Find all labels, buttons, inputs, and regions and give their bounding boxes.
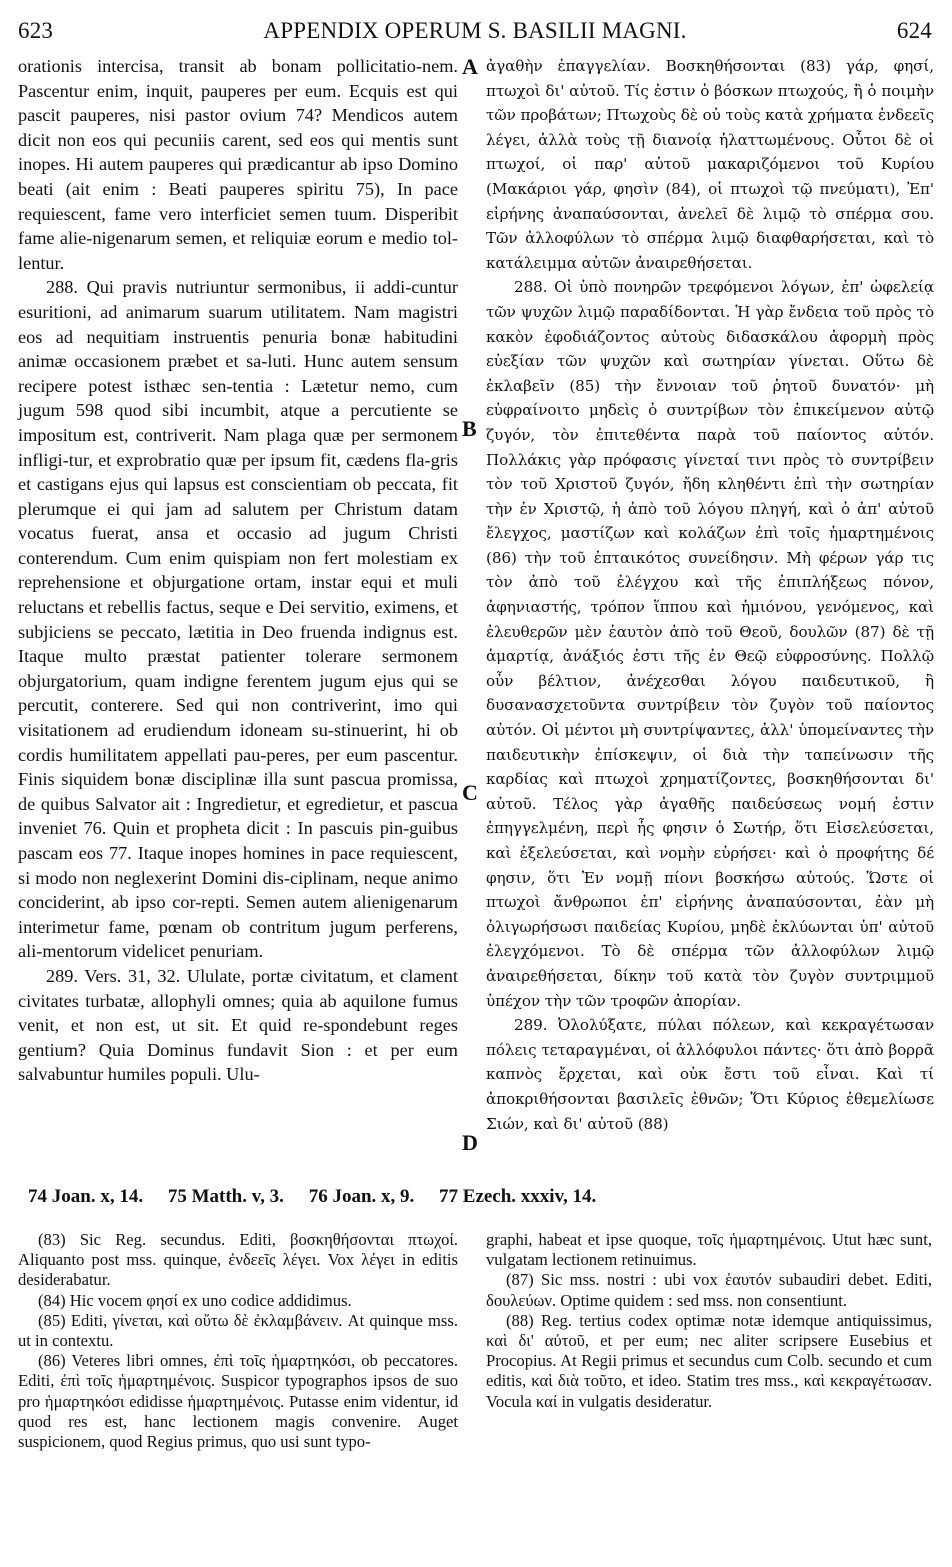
latin-paragraph: 288. Qui pravis nutriuntur sermonibus, ii addi-cuntur esuritioni, ad animarum suarum utilitatem. Nam magistri eos ad nequitiam instruentis penuria bonæ habitudini animæ occasionem præbet et sa-luti. Hunc autem sensum recipere potest isthæc sen-tentia : Lætetur nemo, cum jugum 598 quod sibi incumbit, atque a percutiente se impositum est, contriverit. Nam plaga quæ per sermonem infligi-tur, et exprobratio quæ per ipsum fit, cædens fla-gris et castigans ejus qui lapsus est conscientiam ob peccata, fit plerumque ei qui jam ad salutem per Christum datam vocatus fuerat, ansa et occasio ad jugum Christi conterendum. Cum enim quispiam non fert molestiam ex reprehensione et objurgatione ortam, instar equi et muli reluctans et rebellis factus, seque e Dei servitio, eximens, et subjiciens se peccato, lætitia in Deo fruenda indignus est. Itaque multo præstat patienter tolerare sermonem objurgatorium, quam indigne ferentem jugum ejus qui se percutit, conterere. Sed qui non contriverint, imo qui visitationem ad erudiendum idoneam su-stinuerint, hi ob cordis humilitatem appellati pau-peres, per eum pascentur. Finis siquidem bonæ disciplinæ illa sunt pascua promissa, de quibus Salvator ait : Ingredietur, et egredietur, et pascua inveniet 76. Quin et propheta dicit : In pascuis pin-guibus pascam eos 77. Itaque inopes homines in pace requiescent, si modo non neglexerint Domini dis-ciplinam, neque animo conciderint, ab ipso cor-repti. Semen autem alienigenarum interimetur fame, pœnam ob contritum jugum perferens, ali-mentorum videlicet penuriam.	[18, 277, 458, 962]
section-marker-c: C	[462, 780, 478, 805]
section-marker-a: A	[462, 54, 478, 79]
critical-notes-left	[18, 1230, 458, 1452]
greek-paragraph: 289. Ὀλολύξατε, πύλαι πόλεων, καὶ κεκραγέτωσαν πόλεις τεταραγμέναι, οἱ ἀλλόφυλοι πάντες· ὅτι ἀπὸ βορρᾶ καπνὸς ἔρχεται, καὶ οὐκ ἔστι τοῦ εἶναι. Καὶ τί ἀποκριθήσονται βασιλεῖς ἐθνῶν; Ὅτι Κύριος ἐθεμελίωσε Σιών, καὶ δι' αὐτοῦ (88)	[486, 1016, 934, 1133]
section-marker-b: B	[462, 416, 477, 441]
section-marker-d: D	[462, 1130, 478, 1155]
page-number-left: 623	[18, 18, 54, 43]
scripture-references	[28, 1186, 928, 1208]
scripture-ref: 77 Ezech. xxxiv, 14.	[439, 1186, 597, 1207]
greek-paragraph: 288. Οἱ ὑπὸ πονηρῶν τρεφόμενοι λόγων, ἐπ' ὠφελείᾳ τῶν ψυχῶν λιμῷ παραδίδονται. Ἡ γὰρ ἔνδεια τοῦ πρὸς τὸ κακὸν ἐφοδιάζοντος αὐτοὺς διδασκάλου ἀφορμὴ πρὸς εὐεξίαν τῶν ψυχῶν καὶ σωτηρίαν γίνεται. Οὕτω δὲ ἐκλαβεῖν (85) τὴν ἔννοιαν τοῦ ῥητοῦ δυνατόν· μὴ εὐφραίνοιτο μηδεὶς ὁ συντρίβων τὸν ἐπικείμενον αὐτῷ ζυγόν, τὸν ἐπιτεθέντα παρὰ τοῦ παίοντος αὐτόν. Πολλάκις γὰρ πρόφασις γίνεταί τινι πρὸς τὸ συντρίβειν τὸν τοῦ Χριστοῦ ζυγόν, ἤδη κληθέντι ἐπὶ τὴν σωτηρίαν τὴν ἐν Χριστῷ, ἡ ἀπὸ τοῦ λόγου πληγή, καὶ ὁ ἀπ' αὐτοῦ ἔλεγχος, μαστίζων καὶ κολάζων ἐπὶ τοῖς ἡμαρτημένοις (86) τὴν τοῦ ἐπταικότος συνείδησιν. Μὴ φέρων γάρ τις τὸν ἀπὸ τοῦ ἐλέγχου καὶ τῆς ἐπιπλήξεως πόνον, ἀφηνιαστής, τρόπον ἵππου καὶ ἡμιόνου, γενόμενος, καὶ ἐλευθερῶν μὲν ἑαυτὸν ἀπὸ τοῦ Θεοῦ, δουλῶν (87) δὲ τῇ ἁμαρτίᾳ, ἀνάξιός ἐστι τῆς ἐν Θεῷ εὐφροσύνης. Πολλῷ οὖν βέλτιον, ἀνέχεσθαι λόγου παιδευτικοῦ, ἢ δυσανασχετοῦντα συντρίβειν τὸν ζυγὸν τοῦ παίοντος αὐτόν. Οἱ μέντοι μὴ συντρίψαντες, ἀλλ' ὑπομείναντες τὴν παιδευτικὴν ἐπίσκεψιν, οἱ διὰ τὴν ταπείνωσιν τῆς καρδίας καὶ πτωχοὶ χρηματίζοντες, βοσκηθήσονται δι' αὐτοῦ. Τέλος γὰρ ἀγαθῆς παιδεύσεως νομή ἐστιν ἐπηγγελμένη, περὶ ἧς φησιν ὁ Σωτήρ, ὅτι Εἰσελεύσεται, καὶ ἐξελεύσεται, καὶ νομὴν εὑρήσει· καὶ ὁ προφήτης δέ φησιν, ὅτι Ἐν νομῇ πίονι βοσκήσω αὐτούς. Ὥστε οἱ πτωχοὶ ἄνθρωποι ἐπ' εἰρήνης ἀναπαύσονται, ἐὰν μὴ ὀλιγωρήσωσι παιδείας Κυρίου, μηδὲ ἐκλύωνται ὑπ' αὐτοῦ ἐλεγχόμενοι. Τὸ δὲ σπέρμα τῶν ἀλλοφύλων λιμῷ ἀναιρεθήσεται, δίκην τοῦ κατὰ τὸν ζυγὸν συντριμμοῦ ὑπέχον τὴν τῶν τροφῶν ἀπορίαν.	[486, 278, 934, 1010]
scripture-ref: 74 Joan. x, 14.	[28, 1186, 144, 1207]
latin-column	[18, 54, 458, 1087]
page-header	[18, 18, 932, 48]
critical-note: (87) Sic mss. nostri : ubi vox ἑαυτόν subaudiri debet. Editi, δουλεύων. Optime quidem : sed mss. non consentiunt.	[486, 1270, 932, 1310]
page-number-right: 624	[896, 18, 932, 43]
greek-paragraph: ἀγαθὴν ἐπαγγελίαν. Βοσκηθήσονται (83) γάρ, φησί, πτωχοὶ δι' αὐτοῦ. Τίς ἐστιν ὁ βόσκων πτωχούς, ἢ ὁ ποιμὴν τῶν προβάτων; Πτωχοὺς δὲ οὐ τοὺς κατὰ χρήματα ἐνδεεῖς λέγει, ἀλλὰ τοὺς τῇ διανοίᾳ ἠλαττωμένους. Οὗτοι δὲ οἱ πτωχοί, οἱ παρ' αὐτοῦ μακαριζόμενοι τοῦ Κυρίου (Μακάριοι γάρ, φησὶν (84), οἱ πτωχοὶ τῷ πνεύματι), Ἐπ' εἰρήνης ἀναπαύσονται, ἀνελεῖ δὲ λιμῷ τὸ σπέρμα σου. Τῶν ἀλλοφύλων τὸ σπέρμα λιμῷ διαφθαρήσεται, καὶ τὸ κατάλειμμα αὐτῶν ἀναιρεθήσεται.	[486, 57, 934, 272]
latin-paragraph: orationis intercisa, transit ab bonam pollicitatio-nem. Pascentur enim, inquit, pauperes per eum. Ecquis est qui pascit pauperes, nisi pastor ovium 74? Mendicos autem dicit non eos qui pecuniis carent, sed eos qui mentis sunt inopes. Hi autem pauperes qui prædicantur ab ipso Domino beati (ait enim : Beati pauperes spiritu 75), In pace requiescent, fame vero interficiet semen tuum. Disperibit fame alie-nigenarum semen, et reliquiæ eorum e medio tol-lentur.	[18, 56, 458, 273]
latin-paragraph: 289. Vers. 31, 32. Ululate, portæ civitatum, et clament civitates turbatæ, allophyli omnes; quia ab aquilone fumus venit, et non est, ut sit. Et quid re-spondebunt reges gentium? Quia Dominus fundavit Sion : et per eum salvabuntur humiles populi. Ulu-	[18, 965, 458, 1085]
critical-note: (85) Editi, γίνεται, καὶ οὕτω δὲ ἐκλαμβάνειν. At quinque mss. ut in contextu.	[18, 1310, 458, 1351]
scripture-ref: 75 Matth. v, 3.	[167, 1186, 284, 1207]
critical-notes-right	[486, 1230, 932, 1412]
critical-note: (86) Veteres libri omnes, ἐπὶ τοῖς ἡμαρτηκόσι, ob peccatores. Editi, ἐπὶ τοῖς ἡμαρτημένοις. Suspicor typographos ipsos de suo pro ἡμαρτηκόσι edidisse ἡμαρτημένοις. Putasse enim videntur, id quod res est, hanc lectionem magis convenire. Auget suspicionem, quod Regius primus, quo usi sunt typo-	[18, 1351, 458, 1452]
critical-note: (83) Sic Reg. secundus. Editi, βοσκηθήσονται πτωχοί. Aliquanto post mss. quinque, ἐνδεεῖς λέγει. Vox λέγει in editis desiderabatur.	[18, 1230, 458, 1290]
scripture-ref: 76 Joan. x, 9.	[308, 1186, 415, 1207]
greek-column	[486, 54, 934, 1136]
critical-note: (88) Reg. tertius codex optimæ notæ idemque antiquissimus, καὶ δι' αὐτοῦ, et per eum; nec aliter scripsere Eusebius et Procopius. At Regii primus et secundus cum Colb. secundo et cum editis, καὶ διὰ τοῦτο, et ideo. Statim tres mss., καὶ κεκραγέτωσαν. Vocula καί in vulgatis desideratur.	[486, 1310, 932, 1411]
running-title: APPENDIX OPERUM S. BASILII MAGNI.	[263, 18, 687, 43]
critical-note: (84) Hic vocem φησί ex uno codice addidimus.	[38, 1290, 352, 1310]
critical-note: graphi, habeat et ipse quoque, τοῖς ἡμαρτημένοις. Utut hæc sunt, vulgatam lectionem retinuimus.	[486, 1230, 932, 1270]
